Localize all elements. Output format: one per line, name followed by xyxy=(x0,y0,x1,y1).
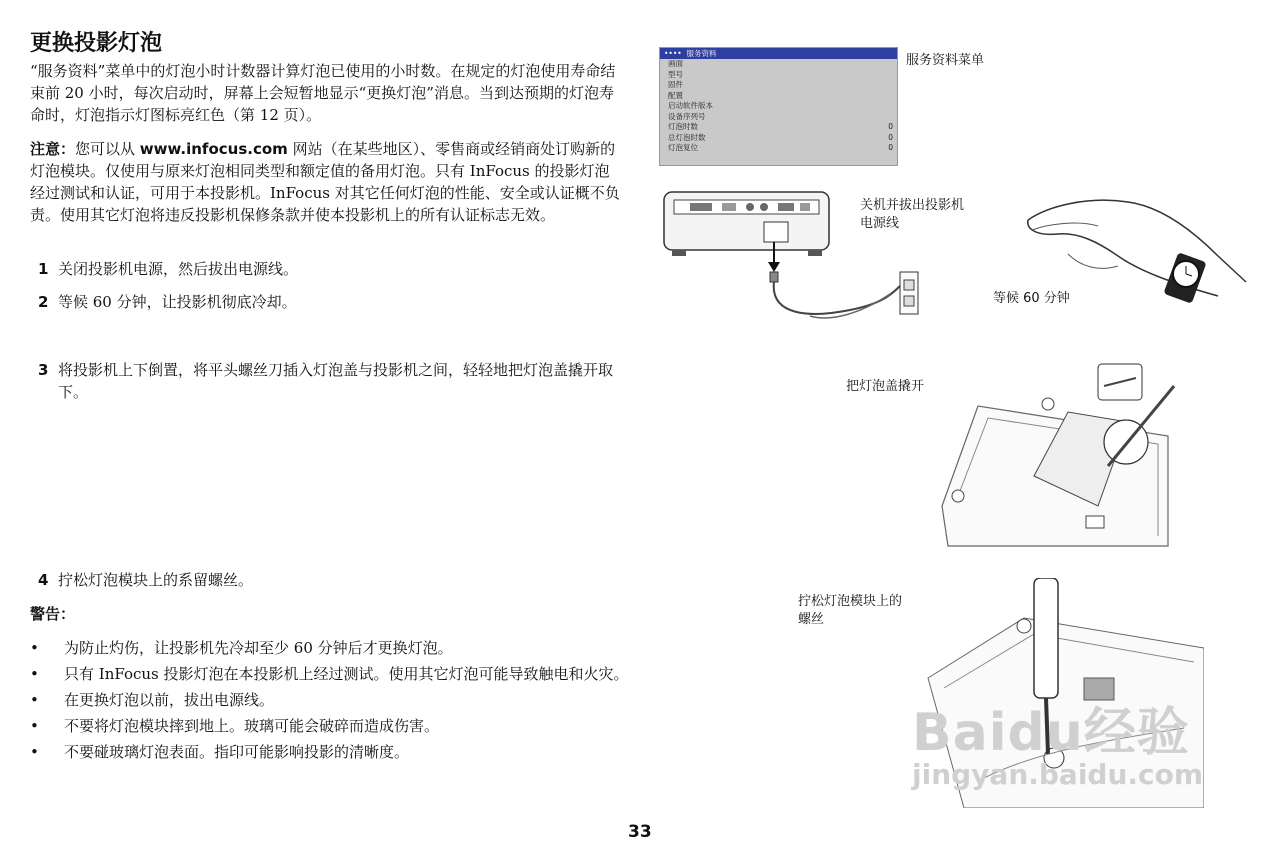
warning-item: • 不要碰玻璃灯泡表面。指印可能影响投影的清晰度。 xyxy=(30,743,410,761)
step-3 xyxy=(38,359,618,403)
page-number: 33 xyxy=(628,822,652,842)
bullet: • xyxy=(30,717,39,735)
watermark-url: jingyan.baidu.com xyxy=(912,758,1204,791)
unplug-caption: 关机并拔出投影机 电源线 xyxy=(860,198,965,231)
warning-label: 警告： xyxy=(30,605,76,623)
step-text: 等候 60 分钟，让投影机彻底冷却。 xyxy=(58,293,297,311)
step-number: 4 xyxy=(38,571,49,589)
warning-list xyxy=(30,637,630,767)
step-number: 2 xyxy=(38,293,49,311)
screw-caption: 拧松灯泡模块上的 螺丝 xyxy=(798,594,903,627)
bullet: • xyxy=(30,691,39,709)
pry-caption: 把灯泡盖撬开 xyxy=(846,379,925,394)
wait-caption: 等候 60 分钟 xyxy=(993,291,1070,306)
menu-row: 总灯泡时数 0 xyxy=(668,132,893,142)
step-2 xyxy=(38,291,618,313)
menu-row: 型号 xyxy=(668,69,683,79)
warning-item: • 只有 InFocus 投影灯泡在本投影机上经过测试。使用其它灯泡可能导致触电和火灾。 xyxy=(30,665,629,683)
step-4 xyxy=(38,569,618,591)
bullet: • xyxy=(30,639,39,657)
note-body: 网站（在某些地区）、零售商或经销商处订购新的灯泡模块。仅使用与原来灯泡相同类型和额定值的备用灯泡。只有 InFocus 的投影灯泡经过测试和认证，可用于本投影机。InFocus 对其它任何灯泡的性能、安全或认证概不负责。使用其它灯泡将违反投影机保修条款并使本投影机上的所有认证标志无效。 xyxy=(30,140,620,224)
note-paragraph xyxy=(30,138,620,226)
infocus-link[interactable]: www.infocus.com xyxy=(139,140,288,158)
menu-row: 配置 xyxy=(668,90,683,100)
step-text: 关闭投影机电源，然后拔出电源线。 xyxy=(58,260,299,278)
watermark-logo-text: Baidu经验 xyxy=(912,703,1190,763)
step-number: 3 xyxy=(38,361,49,379)
bullet: • xyxy=(30,665,39,683)
menu-row: 固件 xyxy=(668,80,683,89)
page-title: 更换投影灯泡 xyxy=(30,31,163,56)
menu-row: 灯泡时数 0 xyxy=(668,122,893,131)
intro-paragraph: “服务资料”菜单中的灯泡小时计数器计算灯泡已使用的小时数。在规定的灯泡使用寿命结束前 20 小时，每次启动时，屏幕上会短暂地显示“更换灯泡”消息。当到达预期的灯泡寿命时，灯泡指示灯图标亮红色（第 12 页）。 xyxy=(30,62,616,124)
step-text: 将投影机上下倒置，将平头螺丝刀插入灯泡盖与投影机之间，轻轻地把灯泡盖撬开取下。 xyxy=(58,361,614,401)
menu-header: •••• 服务资料 xyxy=(660,48,897,59)
note-label: 注意： xyxy=(30,140,76,158)
warning-item: • 不要将灯泡模块摔到地上。玻璃可能会破碎而造成伤害。 xyxy=(30,717,440,735)
warning-item: • 在更换灯泡以前，拔出电源线。 xyxy=(30,691,275,709)
step-number: 1 xyxy=(38,260,49,278)
menu-row: 画面 xyxy=(668,59,683,68)
menu-row: 设备序列号 xyxy=(668,111,706,121)
step-text: 拧松灯泡模块上的系留螺丝。 xyxy=(58,571,254,589)
menu-caption: 服务资料菜单 xyxy=(906,53,985,68)
menu-row: 启动软件版本 xyxy=(668,101,713,110)
step-1 xyxy=(38,258,618,280)
note-pre: 您可以从 xyxy=(75,140,140,158)
pry-cover-illustration xyxy=(938,356,1178,550)
service-info-menu xyxy=(659,47,898,166)
bullet: • xyxy=(30,743,39,761)
menu-row: 灯泡复位 0 xyxy=(668,143,893,152)
warning-item: • 为防止灼伤，让投影机先冷却至少 60 分钟后才更换灯泡。 xyxy=(30,639,453,657)
